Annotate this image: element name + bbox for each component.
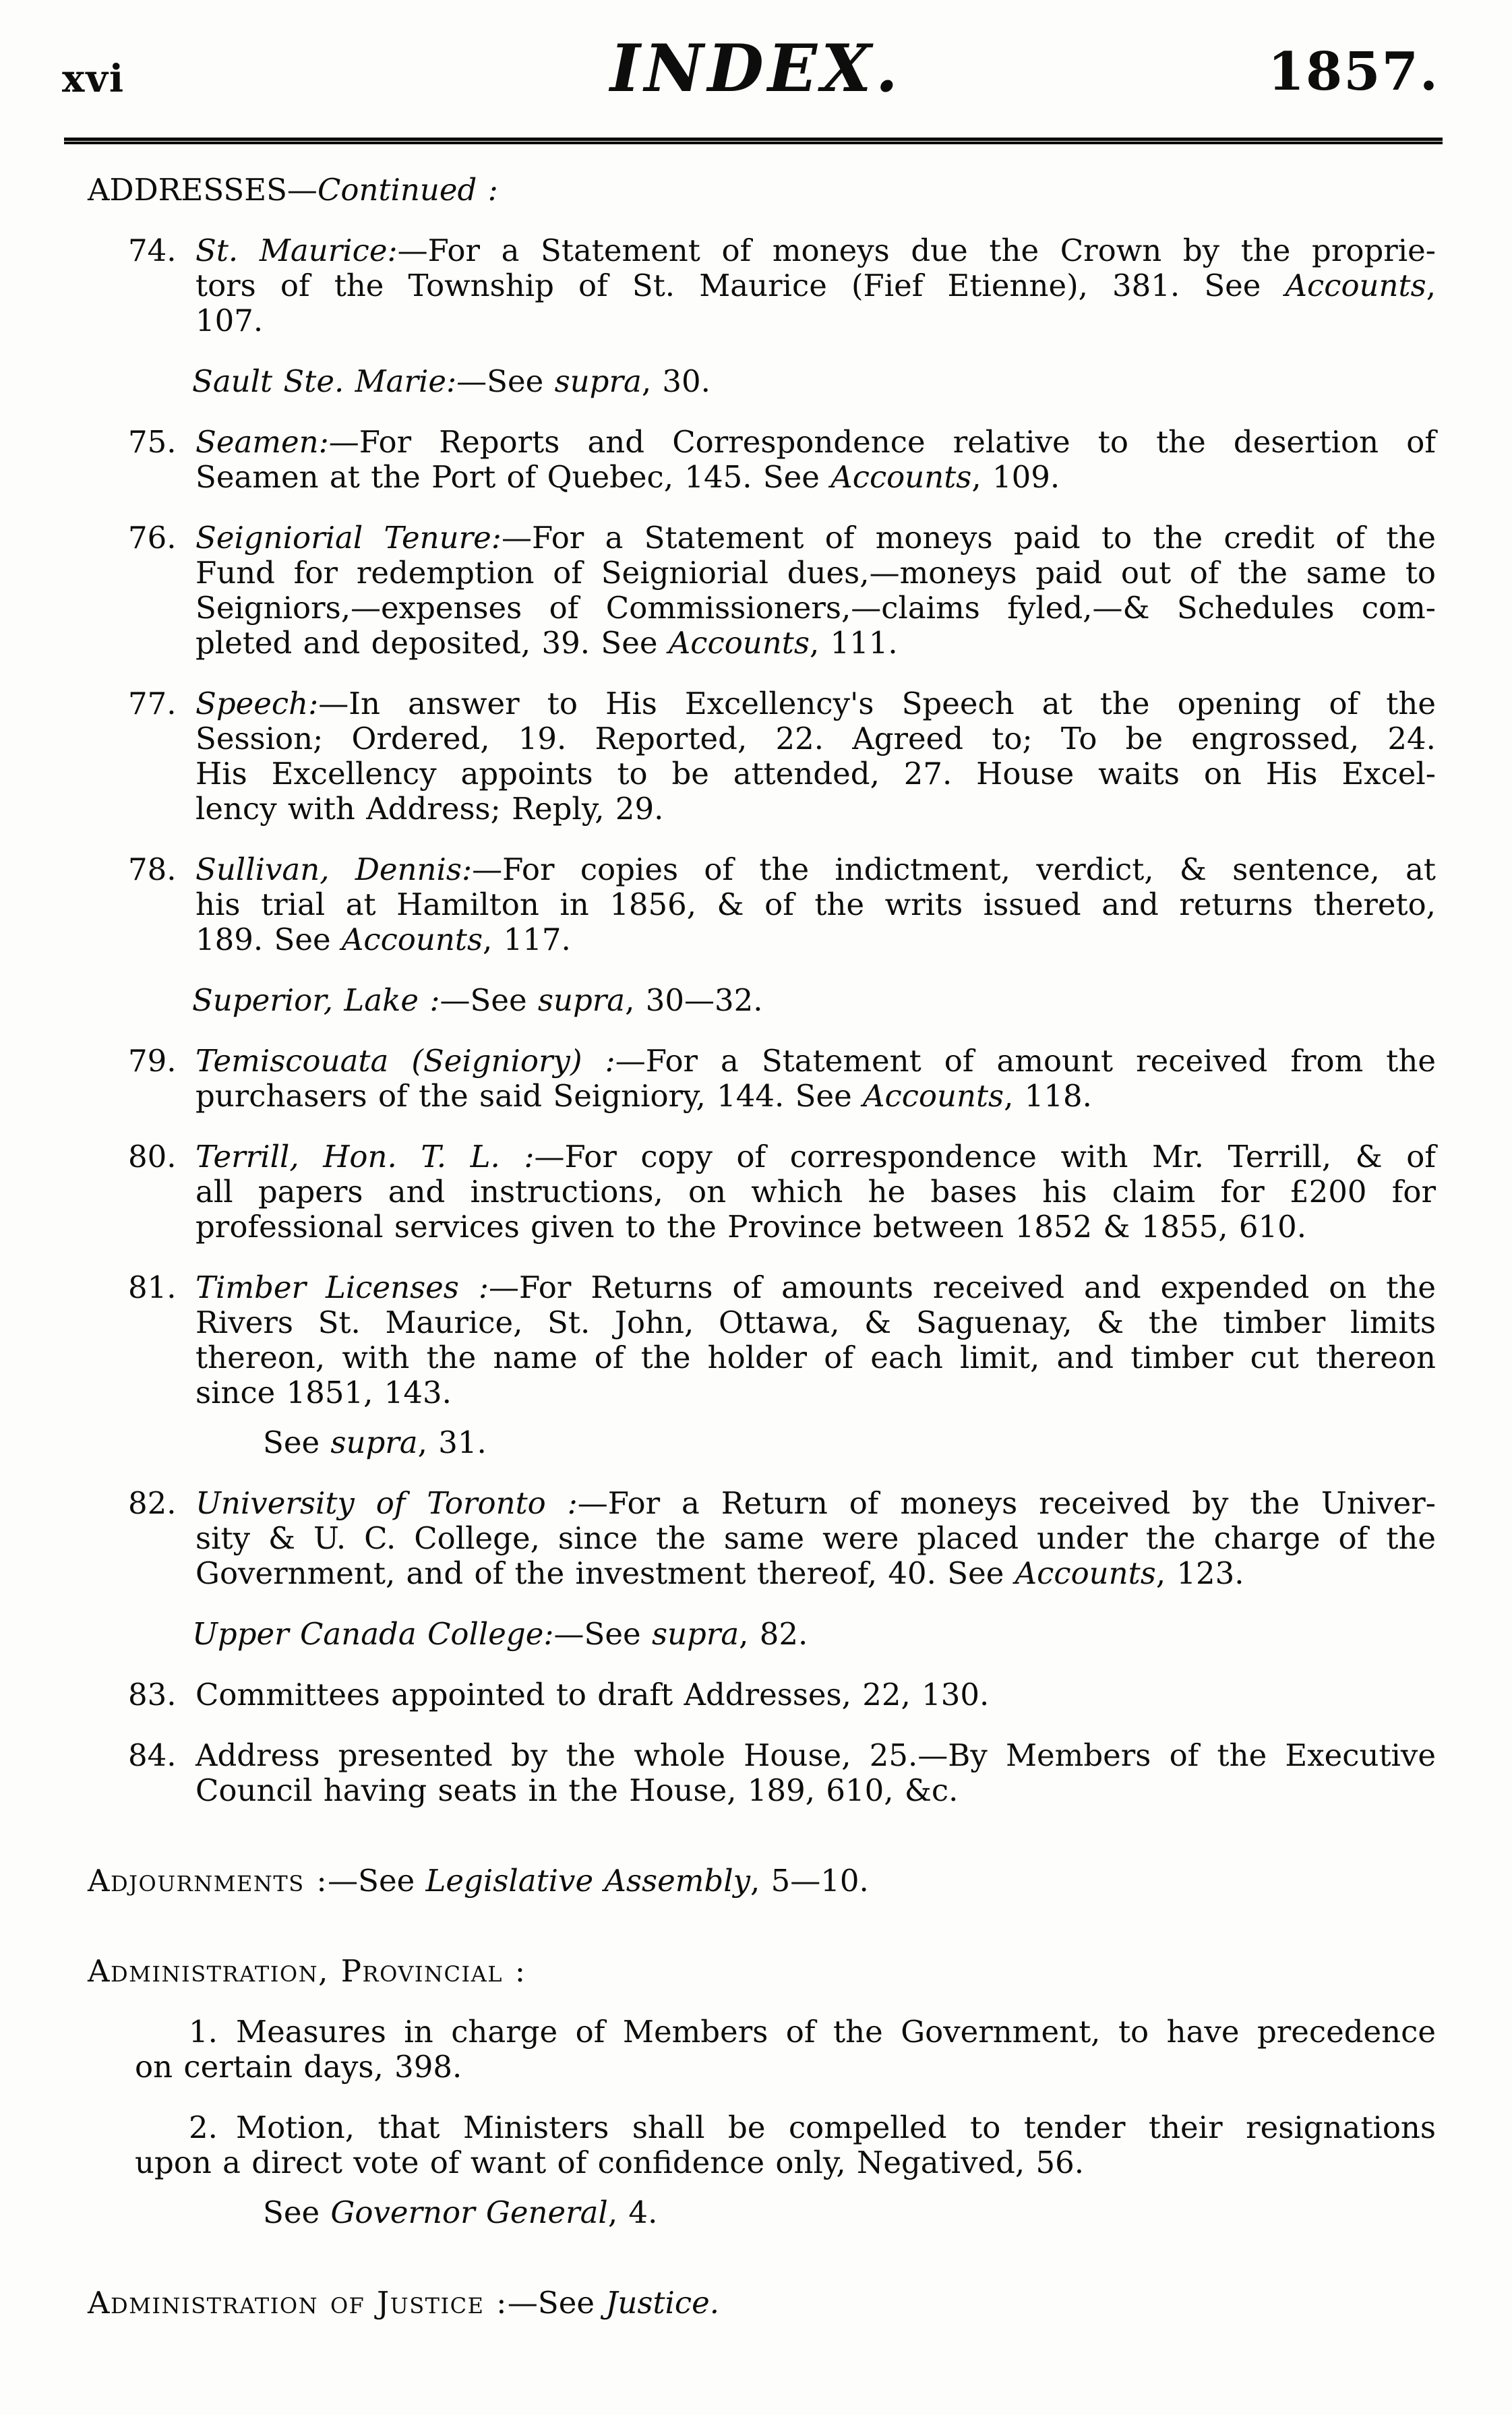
text: , 30—32. — [625, 982, 763, 1018]
admin-provincial-item-2 — [88, 2110, 1436, 2180]
italic-text: Legislative Assembly — [425, 1863, 751, 1899]
text: See — [263, 1425, 331, 1460]
adjournments-heading — [88, 1864, 1436, 1899]
entry-line — [88, 233, 1436, 268]
subentry-sault-ste-marie — [88, 364, 1436, 399]
italic-text: Sullivan, Dennis: — [195, 852, 473, 887]
text: —See — [440, 982, 538, 1018]
page-title: INDEX. — [610, 30, 902, 107]
italic-text: Temiscouata (Seigniory) : — [195, 1043, 615, 1079]
text: , 5—10. — [750, 1863, 869, 1899]
entry-number: 80. — [128, 1139, 177, 1174]
italic-text: Accounts — [341, 922, 483, 957]
text: —See — [456, 363, 555, 399]
text: —See — [507, 2285, 606, 2321]
entry-number: 84. — [128, 1737, 177, 1773]
text: professional services given to the Province between 1852 & 1855, 610. — [195, 1209, 1307, 1245]
text: —For copies of the indictment, verdict, & sentence, at — [472, 852, 1436, 887]
text: sity & U. C. College, since the same were placed under the charge of the — [195, 1520, 1436, 1556]
entry-line — [88, 1340, 1436, 1375]
text: Fund for redemption of Seigniorial dues,—moneys paid out of the same to — [195, 555, 1436, 591]
entry-line — [88, 1773, 1436, 1808]
italic-text: University of Toronto : — [195, 1485, 578, 1521]
italic-text: Speech: — [195, 686, 319, 721]
text: His Excellency appoints to be attended, 27. House waits on His Excel- — [195, 756, 1436, 792]
text: , 118. — [1004, 1078, 1092, 1114]
italic-text: St. Maurice: — [195, 233, 398, 268]
heading-line — [88, 2286, 1436, 2321]
smallcaps-text: Administration of Justice : — [88, 2285, 508, 2321]
text: —For copy of correspondence with Mr. Terrill, & of — [534, 1139, 1436, 1174]
text: Address presented by the whole House, 25.—By Members of the Executive — [195, 1737, 1436, 1773]
entry-line — [88, 922, 1436, 957]
entry-line — [88, 686, 1436, 721]
index-content — [0, 144, 1512, 2321]
text: Committees appointed to draft Addresses, 22, 130. — [195, 1677, 990, 1712]
entry-line — [88, 1738, 1436, 1773]
italic-text: supra — [330, 1425, 418, 1460]
entry-line — [88, 556, 1436, 591]
entry-84-address-presented — [88, 1738, 1436, 1808]
entry-81-timber-licenses — [88, 1270, 1436, 1410]
text: , 109. — [971, 459, 1060, 495]
entry-line — [88, 1210, 1436, 1245]
text: Measures in charge of Members of the Government, to have precedence — [236, 2014, 1436, 2050]
italic-text: supra — [554, 363, 642, 399]
text: Session; Ordered, 19. Reported, 22. Agreed to; To be engrossed, 24. — [195, 721, 1436, 756]
page-number: xvi — [62, 57, 125, 101]
entry-line — [88, 887, 1436, 922]
text: , 82. — [739, 1616, 808, 1652]
italic-text: Justice. — [605, 2285, 720, 2321]
page-year: 1857. — [1267, 41, 1439, 102]
italic-text: Upper Canada College: — [192, 1616, 554, 1652]
text: Seamen at the Port of Quebec, 145. See — [195, 459, 831, 495]
see-line — [88, 2195, 1436, 2230]
entry-number: 74. — [128, 233, 177, 268]
entry-number: 78. — [128, 852, 177, 887]
italic-text: Governor General — [330, 2195, 608, 2230]
entry-line — [88, 756, 1436, 792]
italic-text: Seamen: — [195, 424, 329, 460]
entry-line — [88, 1677, 1436, 1712]
text: , 117. — [483, 922, 571, 957]
entry-line — [88, 852, 1436, 887]
text: —See — [328, 1863, 426, 1899]
text: —For a Return of moneys received by the Univer- — [577, 1485, 1436, 1521]
text: Government, and of the investment thereof, 40. See — [195, 1555, 1015, 1591]
italic-text: Timber Licenses : — [195, 1270, 489, 1305]
entry-line — [88, 1139, 1436, 1174]
entry-line — [88, 2015, 1436, 2050]
entry-number: 76. — [128, 520, 177, 556]
see-line — [88, 1425, 1436, 1460]
entry-76-seigniorial-tenure — [88, 520, 1436, 661]
entry-number: 75. — [128, 424, 177, 460]
entry-number: 83. — [128, 1677, 177, 1712]
italic-text: Accounts — [863, 1078, 1004, 1114]
italic-text: Continued : — [317, 172, 498, 208]
entry-line — [88, 1521, 1436, 1556]
heading-line — [88, 1954, 1436, 1989]
entry-line — [88, 1174, 1436, 1210]
entry-75-seamen — [88, 425, 1436, 495]
administration-provincial-heading — [88, 1954, 1436, 1989]
text: upon a direct vote of want of confidence only, Negatived, 56. — [135, 2145, 1085, 2180]
italic-text: Accounts — [1015, 1555, 1156, 1591]
text: —For a Statement of moneys paid to the credit of the — [501, 520, 1436, 556]
text: —For a Statement of moneys due the Crown by the proprie- — [397, 233, 1436, 268]
text: 189. See — [195, 922, 342, 957]
italic-text: supra — [651, 1616, 739, 1652]
sub-line — [88, 983, 1436, 1018]
text: , 111. — [809, 625, 898, 661]
italic-text: Sault Ste. Marie: — [192, 363, 457, 399]
italic-text: Terrill, Hon. T. L. : — [195, 1139, 535, 1174]
text: , 123. — [1155, 1555, 1244, 1591]
text: Rivers St. Maurice, St. John, Ottawa, & Saguenay, & the timber limits — [195, 1305, 1436, 1340]
entry-line — [88, 2050, 1436, 2085]
text: , 30. — [641, 363, 710, 399]
see-supra-31 — [88, 1425, 1436, 1460]
addresses-continued-heading — [88, 173, 1436, 208]
text: —For a Statement of amount received from the — [615, 1043, 1437, 1079]
text: 107. — [195, 303, 264, 338]
heading-line — [88, 1864, 1436, 1899]
text: —In answer to His Excellency's Speech at the opening of the — [318, 686, 1436, 721]
entry-line — [88, 792, 1436, 827]
admin-provincial-item-1 — [88, 2015, 1436, 2085]
entry-line — [88, 1044, 1436, 1079]
entry-74-st-maurice — [88, 233, 1436, 338]
entry-line — [88, 1486, 1436, 1521]
entry-line — [88, 721, 1436, 756]
entry-line — [88, 2145, 1436, 2180]
entry-line — [88, 1375, 1436, 1410]
entry-number: 79. — [128, 1043, 177, 1079]
entry-line — [88, 460, 1436, 495]
smallcaps-text: Administration, Provincial : — [88, 1953, 526, 1989]
text: Council having seats in the House, 189, 610, &c. — [195, 1772, 959, 1808]
page-header — [0, 0, 1512, 107]
text: tors of the Township of St. Maurice (Fief Etienne), 381. See — [195, 268, 1286, 303]
see-governor-general — [88, 2195, 1436, 2230]
entry-number: 77. — [128, 686, 177, 721]
entry-number: 1. — [189, 2014, 218, 2050]
text: —See — [553, 1616, 652, 1652]
entry-83-committees — [88, 1677, 1436, 1712]
text: pleted and deposited, 39. See — [195, 625, 669, 661]
text: lency with Address; Reply, 29. — [195, 791, 664, 827]
text: Motion, that Ministers shall be compelled to tender their resignations — [236, 2110, 1436, 2145]
italic-text: Seigniorial Tenure: — [195, 520, 502, 556]
text: —For Returns of amounts received and expended on the — [489, 1270, 1436, 1305]
entry-line — [88, 303, 1436, 338]
subentry-superior-lake — [88, 983, 1436, 1018]
entry-line — [88, 520, 1436, 556]
entry-80-terrill — [88, 1139, 1436, 1245]
entry-line — [88, 2110, 1436, 2145]
text: , 4. — [607, 2195, 658, 2230]
text: on certain days, 398. — [135, 2049, 462, 2085]
text: purchasers of the said Seigniory, 144. See — [195, 1078, 864, 1114]
entry-79-temiscouata — [88, 1044, 1436, 1114]
text: since 1851, 143. — [195, 1375, 452, 1410]
italic-text: Accounts — [1285, 268, 1426, 303]
italic-text: Accounts — [668, 625, 810, 661]
entry-line — [88, 1079, 1436, 1114]
entry-line — [88, 268, 1436, 303]
text: —For Reports and Correspondence relative to the desertion of — [328, 424, 1436, 460]
heading-line — [88, 173, 1436, 208]
entry-line — [88, 1305, 1436, 1340]
entry-line — [88, 1270, 1436, 1305]
text: ADDRESSES— — [88, 172, 317, 208]
text: his trial at Hamilton in 1856, & of the writs issued and returns thereto, — [195, 887, 1436, 922]
smallcaps-text: Adjournments : — [88, 1863, 328, 1899]
entry-number: 81. — [128, 1270, 177, 1305]
sub-line — [88, 364, 1436, 399]
text: all papers and instructions, on which he bases his claim for £200 for — [195, 1174, 1436, 1210]
italic-text: Superior, Lake : — [192, 982, 440, 1018]
subentry-upper-canada-college — [88, 1617, 1436, 1652]
double-rule — [64, 138, 1443, 144]
entry-78-sullivan-dennis — [88, 852, 1436, 957]
text: See — [263, 2195, 331, 2230]
italic-text: supra — [537, 982, 626, 1018]
administration-of-justice-heading — [88, 2286, 1436, 2321]
entry-line — [88, 1556, 1436, 1591]
sub-line — [88, 1617, 1436, 1652]
entry-number: 2. — [189, 2110, 218, 2145]
entry-line — [88, 425, 1436, 460]
italic-text: Accounts — [830, 459, 972, 495]
entry-line — [88, 591, 1436, 626]
text: thereon, with the name of the holder of each limit, and timber cut thereon — [195, 1340, 1436, 1375]
text: , — [1426, 268, 1436, 303]
entry-77-speech — [88, 686, 1436, 827]
text: , 31. — [417, 1425, 487, 1460]
entry-number: 82. — [128, 1485, 177, 1521]
text: Seigniors,—expenses of Commissioners,—claims fyled,—& Schedules com- — [195, 590, 1436, 626]
entry-82-university-of-toronto — [88, 1486, 1436, 1591]
entry-line — [88, 626, 1436, 661]
